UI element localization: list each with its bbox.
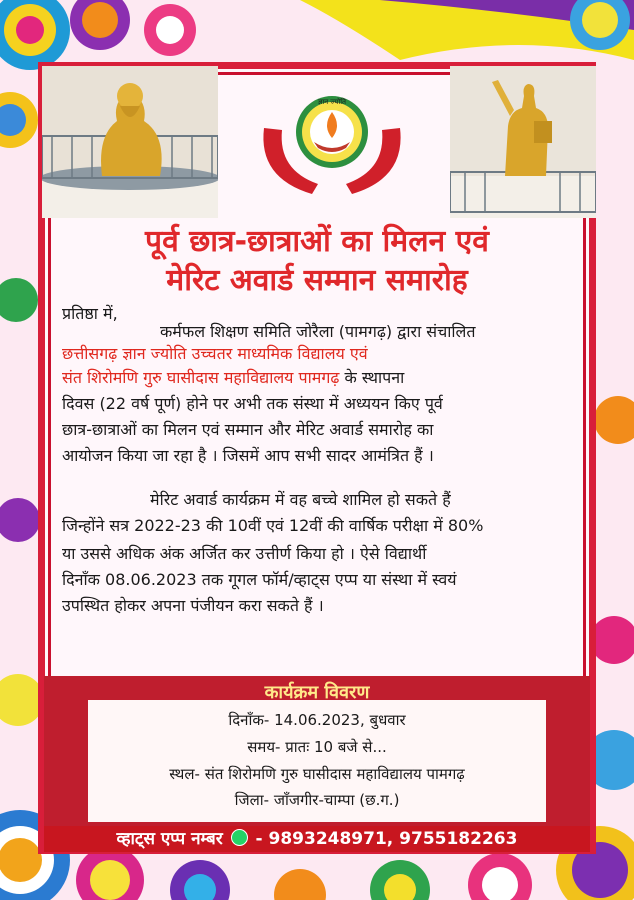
event-date: दिनाँक- 14.06.2023, बुधवार [228,711,406,729]
event-district: जिला- जाँजगीर-चाम्पा (छ.ग.) [234,791,400,809]
body-line-5: छात्र-छात्राओं का मिलन एवं सम्मान और मेरिट अवार्ड समारोह का [62,420,434,439]
body-line-10: दिनाँक 08.06.2023 तक गूगल फॉर्म/व्हाट्स एप्प या संस्था में स्वयं [62,570,457,589]
poster-title-line-1: पूर्व छात्र-छात्राओं का मिलन एवं [145,224,489,259]
whatsapp-contact [44,827,590,851]
body-line-8: जिन्होंने सत्र 2022-23 की 10वीं एवं 12वीं की वार्षिक परीक्षा में 80% [62,516,484,535]
event-time: समय- प्रातः 10 बजे से... [247,738,387,756]
body-line-7: मेरिट अवार्ड कार्यक्रम में वह बच्चे शामिल हो सकते हैं [150,490,451,509]
college-name: संत शिरोमणि गुरु घासीदास महाविद्यालय पामगढ़ [62,368,340,387]
body-line-9: या उससे अधिक अंक अर्जित कर उत्तीर्ण किया हो । ऐसे विद्यार्थी [62,544,427,563]
body-line-3 [62,368,404,388]
body-line-11: उपस्थित होकर अपना पंजीयन करा सकते हैं । [62,596,324,615]
whatsapp-label: व्हाट्स एप्प नम्बर [116,829,223,849]
statue-photo-right [450,66,596,218]
statue-photo-left [42,66,218,218]
salutation: प्रतिष्ठा में, [62,304,118,323]
event-venue: स्थल- संत शिरोमणि गुरु घासीदास महाविद्यालय पामगढ़ [169,765,465,783]
body-line-1: कर्मफल शिक्षण समिति जोरैला (पामगढ़) द्वारा संचालित [160,322,476,341]
body-line-6: आयोजन किया जा रहा है । जिसमें आप सभी सादर आमंत्रित हैं । [62,446,434,465]
logo-text: ज्ञान ज्योति [317,98,347,106]
whatsapp-numbers: - 9893248971, 9755182263 [255,829,518,849]
body-line-3-suffix: के स्थापना [339,368,405,387]
whatsapp-icon [231,829,248,846]
institution-logo [256,86,408,206]
poster-title-line-2: मेरिट अवार्ड सम्मान समारोह [166,263,468,298]
event-details-heading: कार्यक्रम विवरण [264,682,370,703]
body-line-2: छत्तीसगढ़ ज्ञान ज्योति उच्चतर माध्यमिक विद्यालय एवं [62,344,368,363]
body-line-4: दिवस (22 वर्ष पूर्ण) होने पर अभी तक संस्था में अध्ययन किए पूर्व [62,394,443,413]
